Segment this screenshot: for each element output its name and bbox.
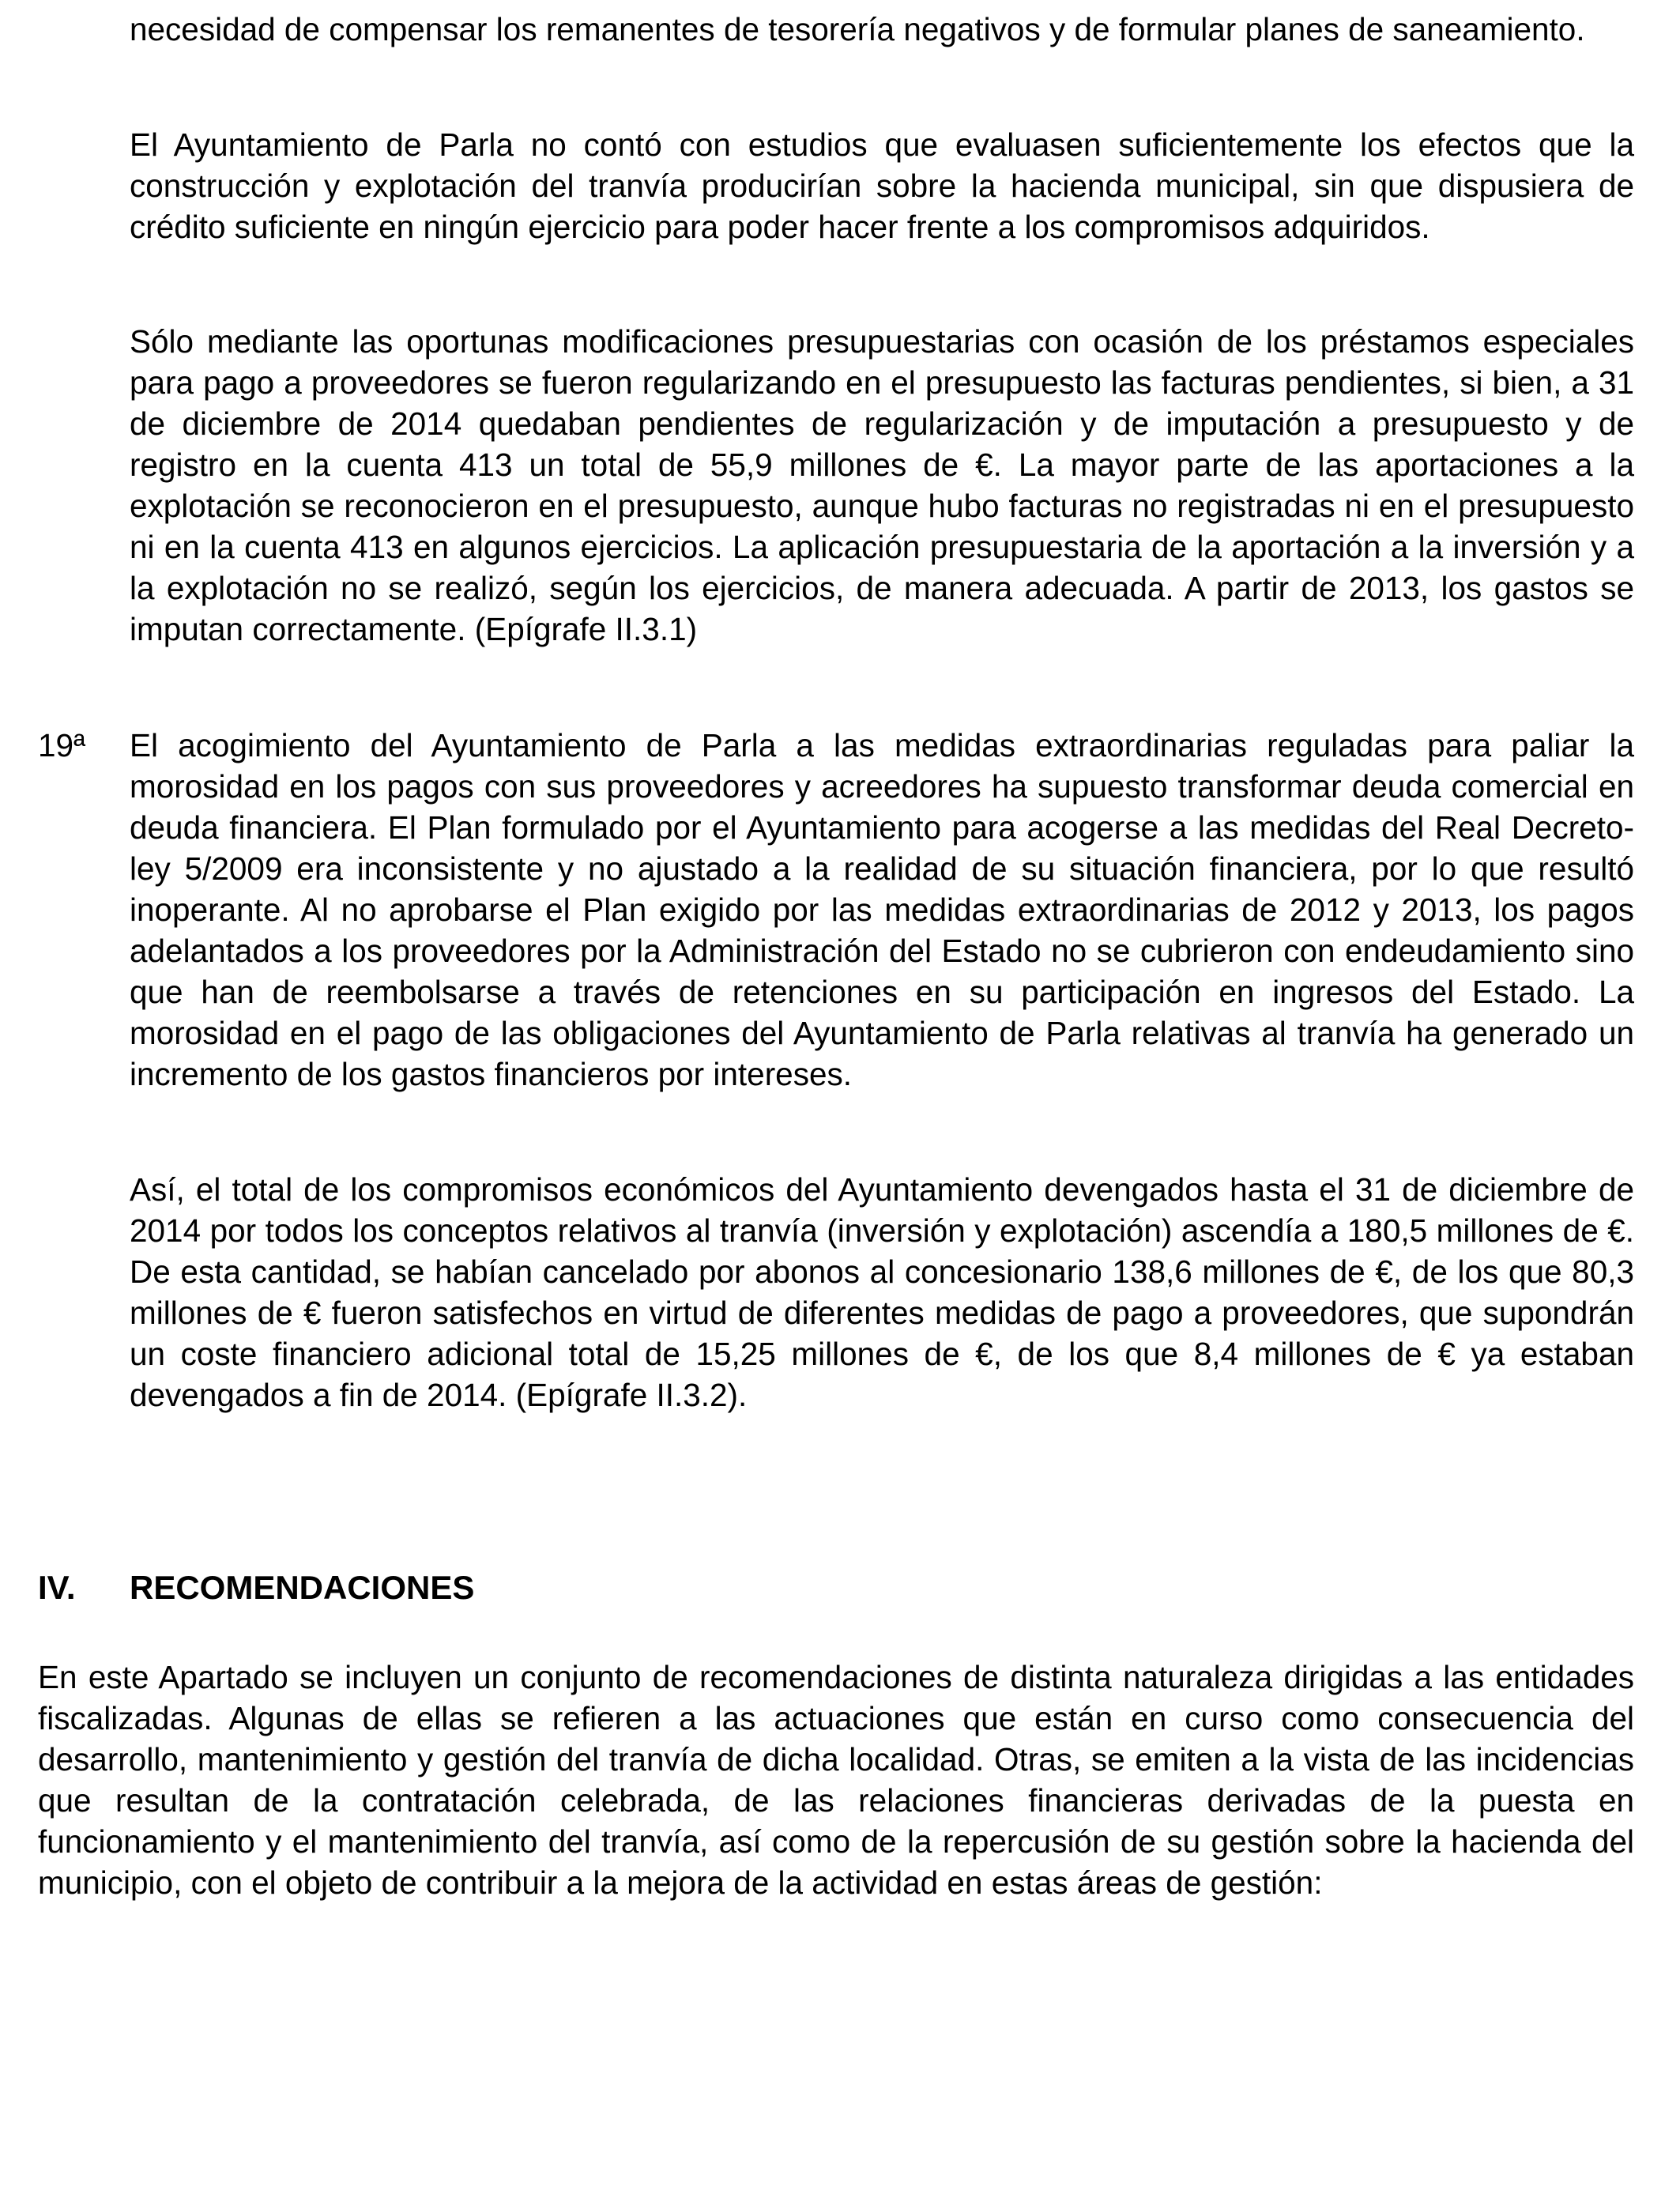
- section-title: RECOMENDACIONES: [130, 1569, 475, 1606]
- paragraph-text: Sólo mediante las oportunas modificaciones presupuestarias con ocasión de los préstamos especiales para pago a proveedores se fueron regularizando en el presupuesto las facturas pendientes, si bien, a 31 de diciembre de 2014 quedaban pendientes de regularización y de imputación a presupuesto y de registro en la cuenta 413 un total de 55,9 millones de €. La mayor parte de las aportaciones a la explotación se reconocieron en el presupuesto, aunque hubo facturas no registradas ni en el presupuesto ni en la cuenta 413 en algunos ejercicios. La aplicación presupuestaria de la aportación a la inversión y a la explotación no se realizó, según los ejercicios, de manera adecuada. A partir de 2013, los gastos se imputan correctamente. (Epígrafe II.3.1): [130, 323, 1634, 647]
- paragraph-text: El acogimiento del Ayuntamiento de Parla a las medidas extraordinarias reguladas para paliar la morosidad en los pagos con sus proveedores y acreedores ha supuesto transformar deuda comercial en deuda financiera. El Plan formulado por el Ayuntamiento para acogerse a las medidas del Real Decreto-ley 5/2009 era inconsistente y no ajustado a la realidad de su situación financiera, por lo que resultó inoperante. Al no aprobarse el Plan exigido por las medidas extraordinarias de 2012 y 2013, los pagos adelantados a los proveedores por la Administración del Estado no se cubrieron con endeudamiento sino que han de reembolsarse a través de retenciones en su participación en ingresos del Estado. La morosidad en el pago de las obligaciones del Ayuntamiento de Parla relativas al tranvía ha generado un incremento de los gastos financieros por intereses.: [130, 727, 1634, 1092]
- recommendations-intro: [38, 1657, 1634, 1903]
- conclusion-19-paragraph-2: [130, 1169, 1634, 1416]
- paragraph-text: En este Apartado se incluyen un conjunto de recomendaciones de distinta naturaleza dirigidas a las entidades fiscalizadas. Algunas de ellas se refieren a las actuaciones que están en curso como consecuencia del desarrollo, mantenimiento y gestión del tranvía de dicha localidad. Otras, se emiten a la vista de las incidencias que resultan de la contratación celebrada, de las relaciones financieras derivadas de la puesta en funcionamiento y el mantenimiento del tranvía, así como de la repercusión de su gestión sobre la hacienda del municipio, con el objeto de contribuir a la mejora de la actividad en estas áreas de gestión:: [38, 1659, 1634, 1901]
- paragraph-text: necesidad de compensar los remanentes de tesorería negativos y de formular planes de saneamiento.: [130, 11, 1585, 47]
- conclusion-number: 19ª: [38, 727, 86, 763]
- conclusion-19-paragraph-1: [130, 725, 1634, 1095]
- section-number: IV.: [38, 1569, 76, 1606]
- paragraph-estudios: [130, 124, 1634, 247]
- paragraph-continuation: [130, 9, 1634, 50]
- paragraph-text: Así, el total de los compromisos económicos del Ayuntamiento devengados hasta el 31 de diciembre de 2014 por todos los conceptos relativos al tranvía (inversión y explotación) ascendía a 180,5 millones de €. De esta cantidad, se habían cancelado por abonos al concesionario 138,6 millones de €, de los que 80,3 millones de € fueron satisfechos en virtud de diferentes medidas de pago a proveedores, que supondrán un coste financiero adicional total de 15,25 millones de €, de los que 8,4 millones de € ya estaban devengados a fin de 2014. (Epígrafe II.3.2).: [130, 1171, 1634, 1413]
- paragraph-modificaciones: [130, 321, 1634, 650]
- paragraph-text: El Ayuntamiento de Parla no contó con estudios que evaluasen suficientemente los efectos que la construcción y explotación del tranvía producirían sobre la hacienda municipal, sin que dispusiera de crédito suficiente en ningún ejercicio para poder hacer frente a los compromisos adquiridos.: [130, 126, 1634, 245]
